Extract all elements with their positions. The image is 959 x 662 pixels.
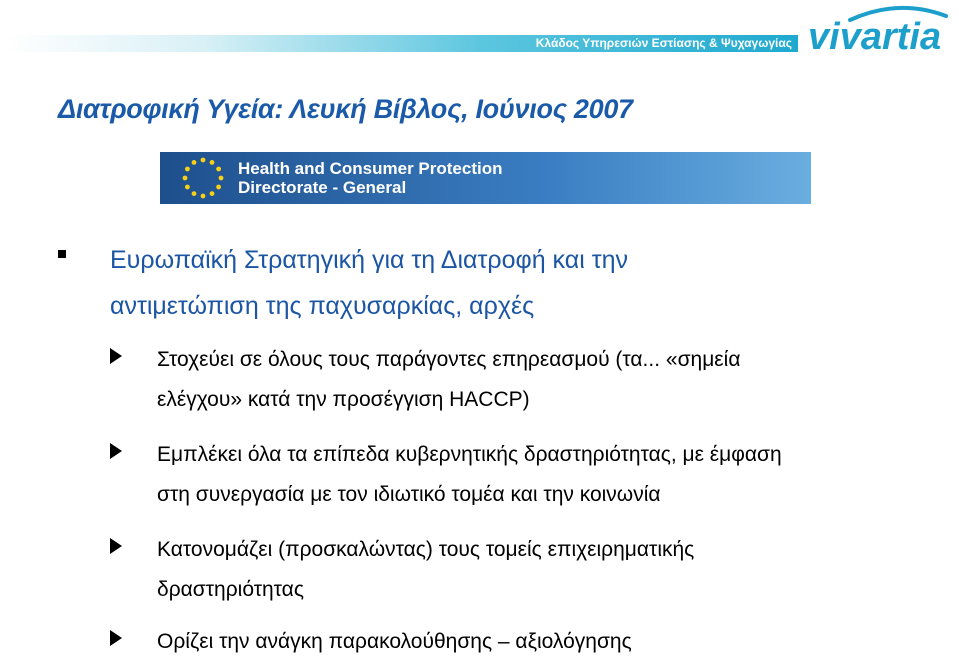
eu-stars-icon: [180, 155, 226, 201]
arrow-bullet-icon: [110, 630, 122, 646]
brand-logo: [808, 4, 954, 56]
sub-point-line: Στοχεύει σε όλους τους παράγοντες επηρεασμού (τα... «σημεία: [157, 348, 741, 371]
arrow-bullet-icon: [110, 443, 122, 459]
arrow-bullet-icon: [110, 348, 122, 364]
sub-point-text: [157, 435, 957, 515]
main-point: [110, 237, 830, 329]
main-point-line-1: Ευρωπαϊκή Στρατηγική για τη Διατροφή και την: [110, 246, 628, 274]
sub-point-line: Εμπλέκει όλα τα επίπεδα κυβερνητικής δραστηριότητας, με έμφαση: [157, 443, 782, 466]
square-bullet-icon: [58, 250, 66, 258]
brand-name: vivartia: [808, 16, 942, 58]
header-tagline: Κλάδος Υπηρεσιών Εστίασης & Ψυχαγωγίας: [535, 36, 792, 50]
sub-point-line: Κατονομάζει (προσκαλώντας) τους τομείς επιχειρηματικής: [157, 538, 695, 561]
sub-point-line: δραστηριότητας: [157, 578, 304, 601]
banner-line-1: Health and Consumer Protection: [238, 159, 503, 178]
arrow-bullet-icon: [110, 538, 122, 554]
sub-point-text: [157, 340, 957, 420]
page-title: Διατροφική Υγεία: Λευκή Βίβλος, Ιούνιος 2007: [58, 94, 633, 124]
sub-point-line: ελέγχου» κατά την προσέγγιση HACCP): [157, 388, 530, 411]
banner-line-2: Directorate - General: [238, 178, 407, 197]
sub-point-text: [157, 622, 957, 662]
sub-point-text: [157, 530, 957, 610]
main-point-line-2: αντιμετώπιση της παχυσαρκίας, αρχές: [110, 292, 535, 320]
header-bar: [6, 35, 798, 52]
eu-banner: [160, 152, 811, 204]
sub-point-line: Ορίζει την ανάγκη παρακολούθησης – αξιολόγησης: [157, 630, 632, 653]
sub-point-line: στη συνεργασία με τον ιδιωτικό τομέα και την κοινωνία: [157, 483, 661, 506]
